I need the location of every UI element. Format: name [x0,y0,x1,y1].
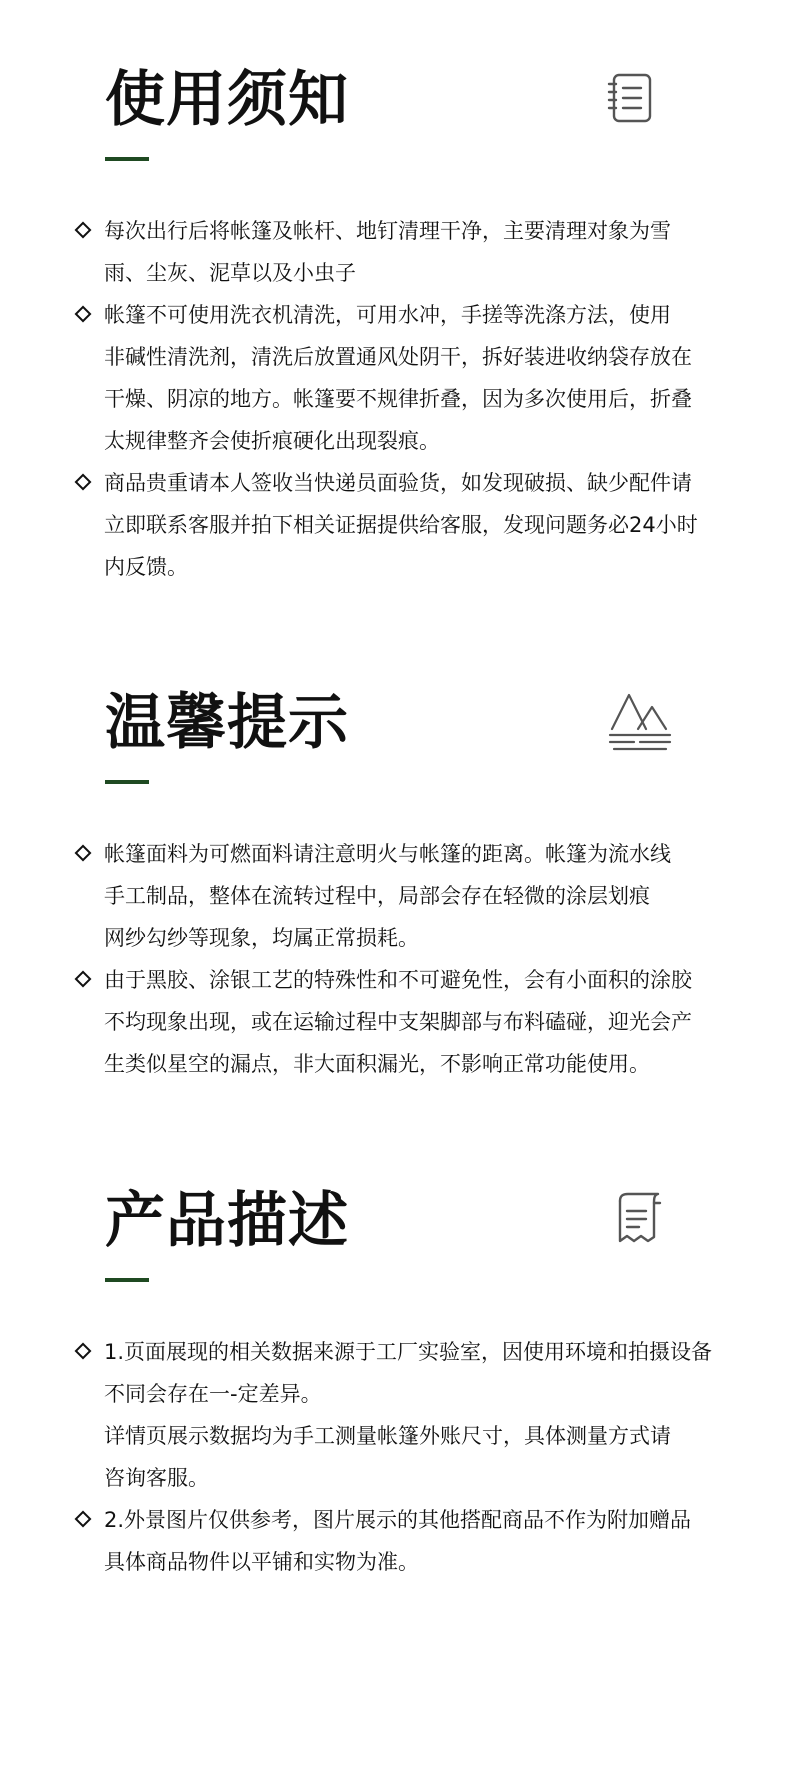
item-text-line: 1.页面展现的相关数据来源于工厂实验室，因使用环境和拍摄设备 [104,1340,713,1364]
diamond-bullet-icon [75,474,92,491]
diamond-bullet-icon [75,306,92,323]
item-text-line: 2.外景图片仅供参考，图片展示的其他搭配商品不作为附加赠品 [104,1508,692,1532]
item-text-line: 咨询客服。 [104,1466,209,1490]
item-text-line: 由于黑胶、涂银工艺的特殊性和不可避免性，会有小面积的涂胶 [104,968,692,992]
item-text-line: 帐篷不可使用洗衣机清洗，可用水冲，手搓等洗涤方法，使用 [104,303,671,327]
section-title: 产品描述 [105,1186,349,1256]
section-title: 温馨提示 [105,688,349,758]
title-underline [105,157,149,161]
item-text-line: 不均现象出现，或在运输过程中支架脚部与布料磕碰，迎光会产 [104,1010,692,1034]
item-text-line: 具体商品物件以平铺和实物为准。 [104,1550,419,1574]
item-text-line: 非碱性清洗剂，清洗后放置通风处阴干，拆好装进收纳袋存放在 [104,345,692,369]
list-item [74,1331,764,1499]
receipt-icon [614,1191,662,1245]
diamond-bullet-icon [75,845,92,862]
list-item [74,833,764,959]
item-text-line: 商品贵重请本人签收当快递员面验货，如发现破损、缺少配件请 [104,471,692,495]
mountain-icon [608,691,672,751]
item-text-line: 干燥、阴凉的地方。帐篷要不规律折叠，因为多次使用后，折叠 [104,387,692,411]
item-text-line: 网纱勾纱等现象，均属正常损耗。 [104,926,419,950]
diamond-bullet-icon [75,222,92,239]
bullet-list [74,833,764,1085]
item-text-line: 太规律整齐会使折痕硬化出现裂痕。 [104,429,440,453]
list-item [74,210,764,294]
section-title: 使用须知 [105,65,349,135]
bullet-list [74,210,764,588]
bullet-list [74,1331,764,1583]
notebook-icon [606,72,654,124]
item-text-line: 内反馈。 [104,555,188,579]
title-underline [105,780,149,784]
list-item [74,294,764,462]
item-text-line: 生类似星空的漏点，非大面积漏光，不影响正常功能使用。 [104,1052,650,1076]
item-text-line: 不同会存在一-定差异。 [104,1382,322,1406]
list-item [74,959,764,1085]
list-item [74,462,764,588]
item-text-line: 每次出行后将帐篷及帐杆、地钉清理干净，主要清理对象为雪 [104,219,671,243]
item-text-line: 详情页展示数据均为手工测量帐篷外账尺寸，具体测量方式请 [104,1424,671,1448]
item-text-line: 帐篷面料为可燃面料请注意明火与帐篷的距离。帐篷为流水线 [104,842,671,866]
diamond-bullet-icon [75,1343,92,1360]
item-text-line: 手工制品，整体在流转过程中，局部会存在轻微的涂层划痕 [104,884,650,908]
diamond-bullet-icon [75,1511,92,1528]
title-underline [105,1278,149,1282]
item-text-line: 立即联系客服并拍下相关证据提供给客服，发现问题务必24小时 [104,513,698,537]
list-item [74,1499,764,1583]
diamond-bullet-icon [75,971,92,988]
item-text-line: 雨、尘灰、泥草以及小虫子 [104,261,356,285]
